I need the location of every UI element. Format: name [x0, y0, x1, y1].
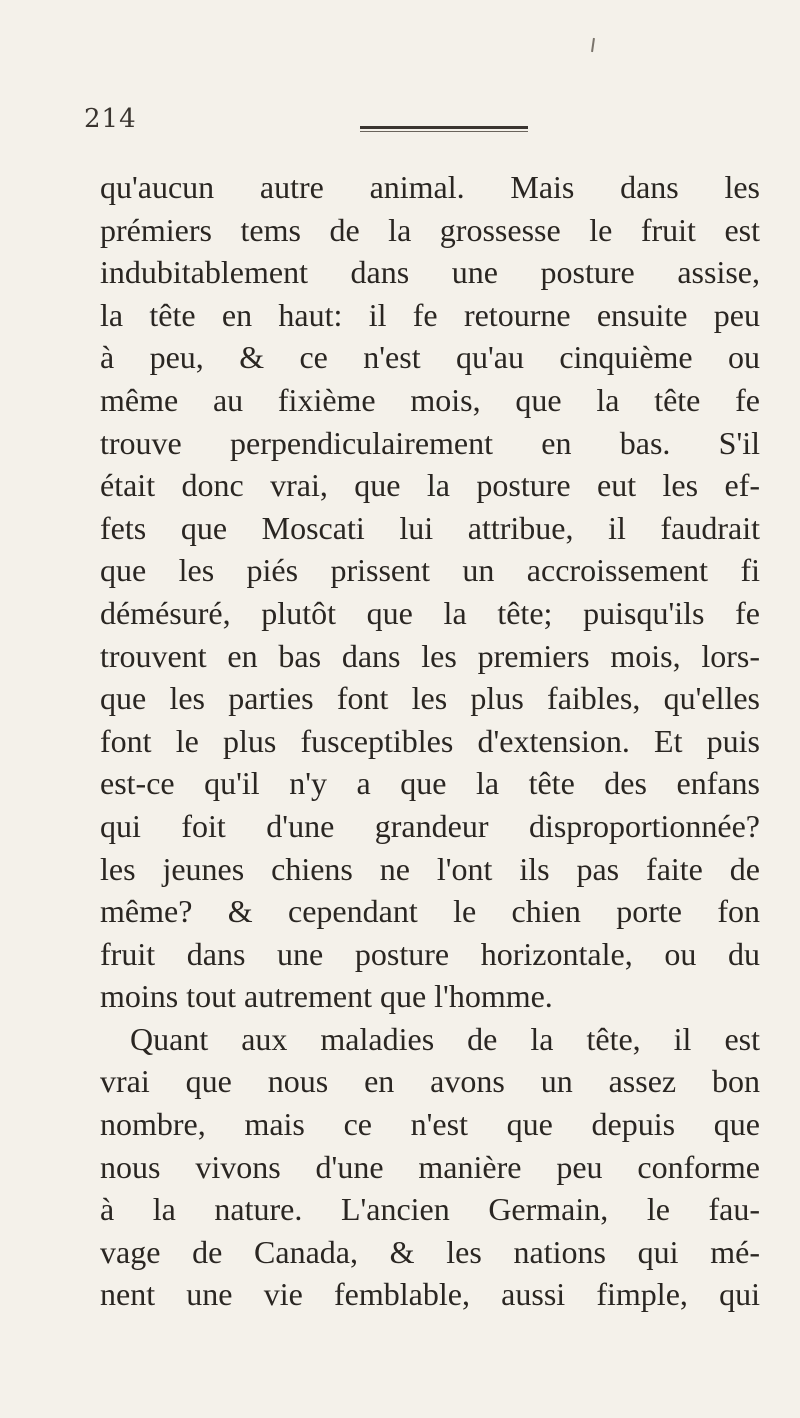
text-line: même au fixième mois, que la tête fe: [100, 381, 760, 418]
text-line: que les parties font les plus faibles, qu'elles: [100, 680, 760, 717]
text-line: vage de Canada, & les nations qui mé-: [100, 1233, 760, 1270]
text-line: qui foit d'une grandeur disproportionnée?: [100, 807, 760, 844]
text-line: à peu, & ce n'est qu'au cinquième ou: [100, 339, 760, 376]
body-text: [100, 166, 760, 1316]
text-line-paragraph-end: moins tout autrement que l'homme.: [100, 978, 553, 1015]
text-line: prémiers tems de la grossesse le fruit est: [100, 211, 760, 248]
text-line: fets que Moscati lui attribue, il faudrait: [100, 509, 760, 546]
text-line: est-ce qu'il n'y a que la tête des enfans: [100, 765, 760, 802]
text-line: trouve perpendiculairement en bas. S'il: [100, 424, 760, 461]
text-line: vrai que nous en avons un assez bon: [100, 1063, 760, 1100]
text-line: à la nature. L'ancien Germain, le fau-: [100, 1191, 760, 1228]
text-line: nous vivons d'une manière peu conforme: [100, 1148, 760, 1185]
text-line: trouvent en bas dans les premiers mois, lors-: [100, 637, 760, 674]
text-line: nent une vie femblable, aussi fimple, qui: [100, 1276, 760, 1313]
text-line: même? & cependant le chien porte fon: [100, 893, 760, 930]
text-line: nombre, mais ce n'est que depuis que: [100, 1106, 760, 1143]
ink-mark: [591, 38, 595, 52]
text-line: démésuré, plutôt que la tête; puisqu'ils fe: [100, 594, 760, 631]
text-line: qu'aucun autre animal. Mais dans les: [100, 169, 760, 205]
text-line: que les piés prissent un accroissement fi: [100, 552, 760, 589]
text-line: fruit dans une posture horizontale, ou du: [100, 935, 760, 972]
text-line: font le plus fusceptibles d'extension. Et puis: [100, 722, 760, 759]
page-number: 214: [84, 104, 137, 134]
text-line: la tête en haut: il fe retourne ensuite peu: [100, 296, 760, 333]
text-line: indubitablement dans une posture assise,: [100, 254, 760, 291]
header-rule: [360, 126, 528, 129]
text-line: était donc vrai, que la posture eut les ef-: [100, 467, 760, 504]
text-line-paragraph-start: Quant aux maladies de la tête, il est: [130, 1020, 760, 1057]
text-line: les jeunes chiens ne l'ont ils pas faite de: [100, 850, 760, 887]
